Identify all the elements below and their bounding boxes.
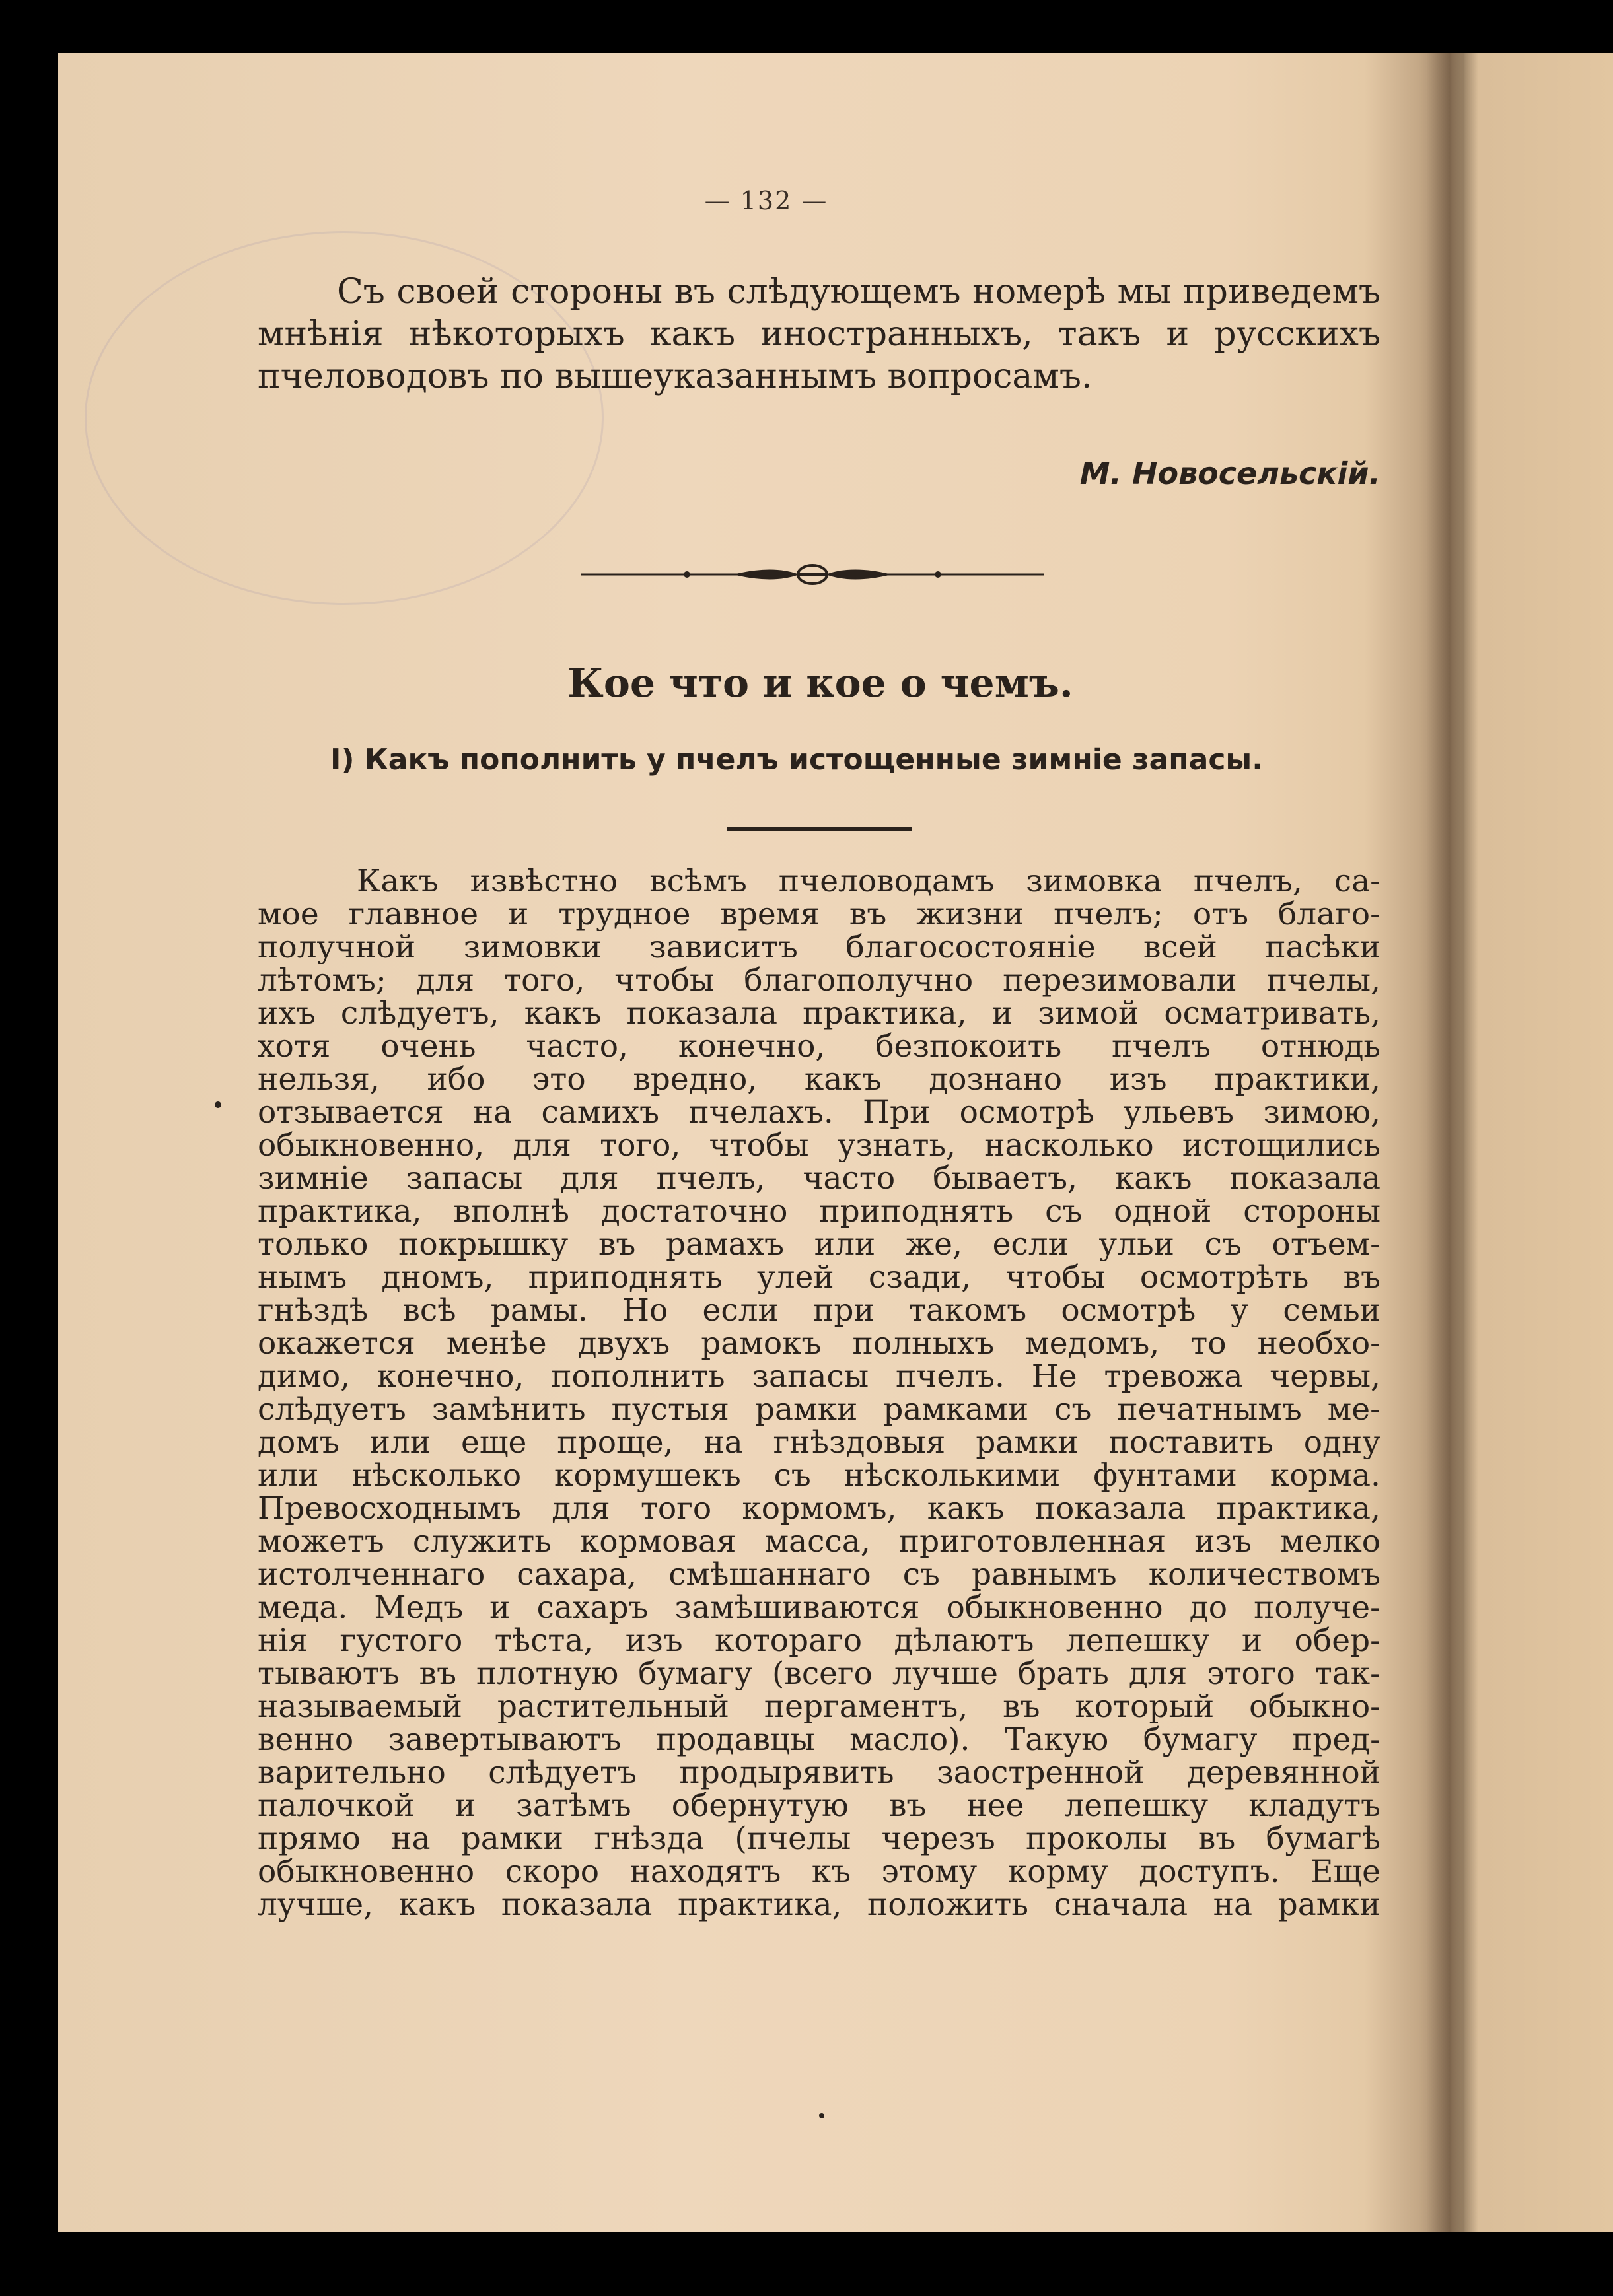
body-line: окажется менѣе двухъ рамокъ полныхъ медомъ, то необхо- [258, 1327, 1380, 1360]
body-line: обыкновенно скоро находятъ къ этому корму доступъ. Еще [258, 1856, 1380, 1889]
section-title: Кое что и кое о чемъ. [567, 660, 1073, 707]
body-line: Превосходнымъ для того кормомъ, какъ показала практика, [258, 1492, 1380, 1525]
body-line: хотя очень часто, конечно, безпокоить пчелъ отнюдь [258, 1030, 1380, 1063]
body-line: нымъ дномъ, приподнять улей сзади, чтобы осмотрѣть въ [258, 1261, 1380, 1294]
intro-paragraph [258, 271, 1380, 398]
body-line: Какъ извѣстно всѣмъ пчеловодамъ зимовка пчелъ, са- [357, 865, 1380, 898]
body-line: тываютъ въ плотную бумагу (всего лучше брать для этого так- [258, 1657, 1380, 1690]
body-line: называемый растительный пергаментъ, въ который обыкно- [258, 1690, 1380, 1723]
body-line: прямо на рамки гнѣзда (пчелы черезъ проколы въ бумагѣ [258, 1823, 1380, 1856]
page-number: — 132 — [704, 186, 828, 215]
ornament-divider [581, 558, 1044, 591]
section-subtitle: I) Какъ пополнить у пчелъ истощенные зимніе запасы. [330, 743, 1263, 777]
body-line: нельзя, ибо это вредно, какъ дознано изъ практики, [258, 1063, 1380, 1096]
body-line: отзывается на самихъ пчелахъ. При осмотрѣ ульевъ зимою, [258, 1096, 1380, 1129]
body-line: палочкой и затѣмъ обернутую въ нее лепешку кладутъ [258, 1790, 1380, 1823]
body-text [258, 865, 1380, 1922]
body-line: димо, конечно, пополнить запасы пчелъ. Не тревожа червы, [258, 1360, 1380, 1393]
body-line: венно завертываютъ продавцы масло). Такую бумагу пред- [258, 1723, 1380, 1757]
body-line: лучше, какъ показала практика, положить сначала на рамки [258, 1889, 1380, 1922]
body-line: обыкновенно, для того, чтобы узнать, насколько истощились [258, 1129, 1380, 1162]
body-line: меда. Медъ и сахаръ замѣшиваются обыкновенно до получе- [258, 1591, 1380, 1624]
body-line: можетъ служить кормовая масса, приготовленная изъ мелко [258, 1525, 1380, 1558]
body-line: лѣтомъ; для того, чтобы благополучно перезимовали пчелы, [258, 964, 1380, 997]
body-line: практика, вполнѣ достаточно приподнять съ одной стороны [258, 1195, 1380, 1228]
body-line: домъ или еще проще, на гнѣздовыя рамки поставить одну [258, 1426, 1380, 1459]
short-divider [727, 827, 912, 831]
ink-speck [819, 2113, 824, 2118]
body-line: мое главное и трудное время въ жизни пчелъ; отъ благо- [258, 898, 1380, 931]
body-line: гнѣздѣ всѣ рамы. Но если при такомъ осмотрѣ у семьи [258, 1294, 1380, 1327]
body-line: получной зимовки зависитъ благосостояніе всей пасѣки [258, 931, 1380, 964]
body-line: слѣдуетъ замѣнить пустыя рамки рамками съ печатнымъ ме- [258, 1393, 1380, 1426]
body-line: истолченнаго сахара, смѣшаннаго съ равнымъ количествомъ [258, 1558, 1380, 1591]
body-line: только покрышку въ рамахъ или же, если ульи съ отъем- [258, 1228, 1380, 1261]
author-signature: М. Новосельскій. [1079, 456, 1380, 491]
body-line: зимніе запасы для пчелъ, часто бываетъ, какъ показала [258, 1162, 1380, 1195]
binding-shadow [1419, 53, 1478, 2232]
intro-text: Съ своей стороны въ слѣдующемъ номерѣ мы приведемъ мнѣнія нѣкоторыхъ какъ иностранныхъ, такъ и русскихъ пчеловодовъ по вышеуказаннымъ вопросамъ. [258, 272, 1380, 396]
body-line: варительно слѣдуетъ продырявить заостренной деревянной [258, 1757, 1380, 1790]
body-line: нія густого тѣста, изъ котораго дѣлаютъ лепешку и обер- [258, 1624, 1380, 1657]
body-line: ихъ слѣдуетъ, какъ показала практика, и зимой осматривать, [258, 997, 1380, 1030]
body-line: или нѣсколько кормушекъ съ нѣсколькими фунтами корма. [258, 1459, 1380, 1492]
ink-speck [215, 1101, 221, 1108]
